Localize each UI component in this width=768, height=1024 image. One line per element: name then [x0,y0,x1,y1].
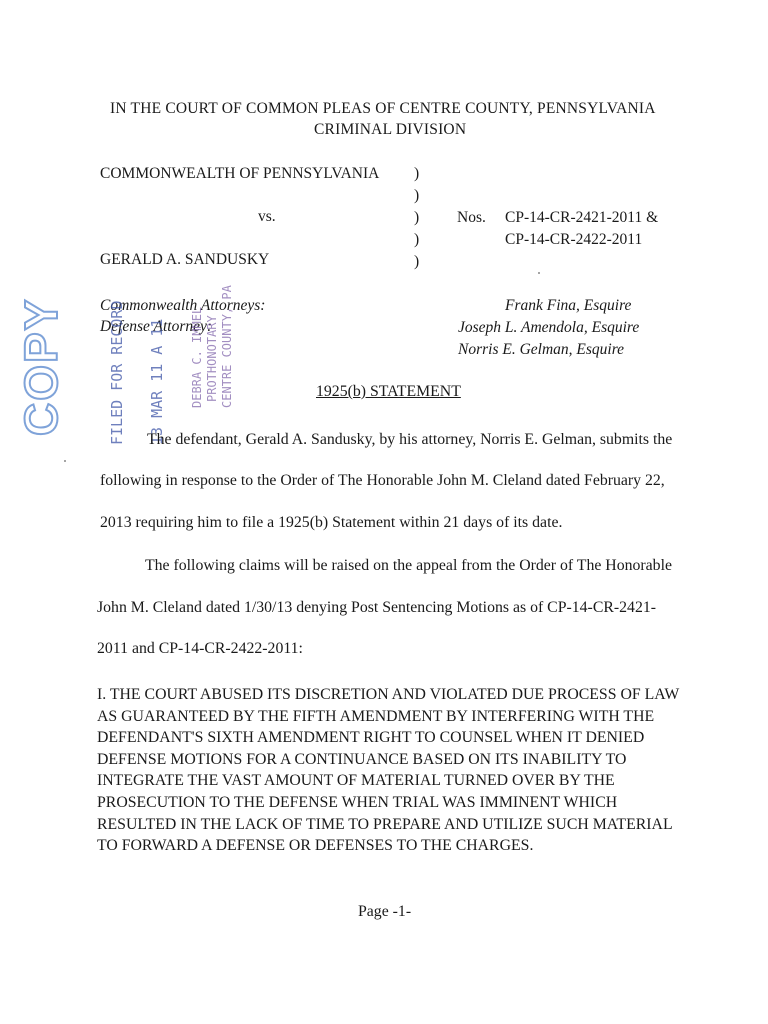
paragraph-line: 2011 and CP-14-CR-2422-2011: [97,640,303,657]
caption-paren: ) [414,165,420,182]
filed-date-stamp: 13 MAR 11 A 11 [148,318,166,445]
plaintiff-name: COMMONWEALTH OF PENNSYLVANIA [100,165,380,182]
paragraph-line: 2013 requiring him to file a 1925(b) Statement within 21 days of its date. [100,514,563,531]
scan-speck [64,460,66,462]
defense-attorney-name-2: Norris E. Gelman, Esquire [458,341,625,358]
defendant-name: GERALD A. SANDUSKY [100,251,270,268]
copy-stamp: COPY [15,297,67,436]
claim-line: INTEGRATE THE VAST AMOUNT OF MATERIAL TURNED OVER BY THE [97,772,615,789]
caption-paren: ) [414,253,420,270]
claim-line: I. THE COURT ABUSED ITS DISCRETION AND VIOLATED DUE PROCESS OF LAW [97,686,680,703]
paragraph-line: John M. Cleland dated 1/30/13 denying Post Sentencing Motions as of CP-14-CR-2421- [97,599,657,616]
page-number: Page -1- [358,903,412,920]
versus-text: vs. [258,208,276,225]
clerk-county-stamp: CENTRE COUNTY, PA [220,285,234,408]
defense-attorney-name-1: Joseph L. Amendola, Esquire [458,319,640,336]
scan-speck [538,272,540,274]
court-heading: IN THE COURT OF COMMON PLEAS OF CENTRE COUNTY, PENNSYLVANIA [110,100,656,117]
case-numbers-label: Nos. [457,209,486,226]
claim-line: TO FORWARD A DEFENSE OR DEFENSES TO THE CHARGES. [97,837,534,854]
filed-for-record-stamp: FILED FOR RECORD [108,300,126,445]
caption-paren: ) [414,231,420,248]
case-number-2: CP-14-CR-2422-2011 [505,231,643,248]
paragraph-line: following in response to the Order of The Honorable John M. Cleland dated February 22, [100,472,665,489]
case-number-1: CP-14-CR-2421-2011 & [505,209,659,226]
claim-line: DEFENSE MOTIONS FOR A CONTINUANCE BASED ON ITS INABILITY TO [97,751,627,768]
clerk-name-stamp: DEBRA C. IMMEL [190,306,204,408]
claim-line: PROSECUTION TO THE DEFENSE WHEN TRIAL WAS IMMINENT WHICH [97,794,618,811]
claim-line: AS GUARANTEED BY THE FIFTH AMENDMENT BY INTERFERING WITH THE [97,708,655,725]
division-heading: CRIMINAL DIVISION [314,121,467,138]
defense-attorney-label: Defense Attorney: [100,318,213,335]
paragraph-line: The following claims will be raised on the appeal from the Order of The Honorable [145,557,672,574]
document-title: 1925(b) STATEMENT [316,383,461,400]
commonwealth-attorneys-label: Commonwealth Attorneys: [100,297,266,314]
claim-line: RESULTED IN THE LACK OF TIME TO PREPARE AND UTILIZE SUCH MATERIAL [97,816,673,833]
clerk-title-stamp: PROTHONOTARY [205,315,219,402]
caption-paren: ) [414,209,420,226]
commonwealth-attorney-name: Frank Fina, Esquire [505,297,632,314]
paragraph-line: The defendant, Gerald A. Sandusky, by his attorney, Norris E. Gelman, submits the [147,431,673,448]
claim-line: DEFENDANT'S SIXTH AMENDMENT RIGHT TO COUNSEL WHEN IT DENIED [97,729,645,746]
caption-paren: ) [414,187,420,204]
